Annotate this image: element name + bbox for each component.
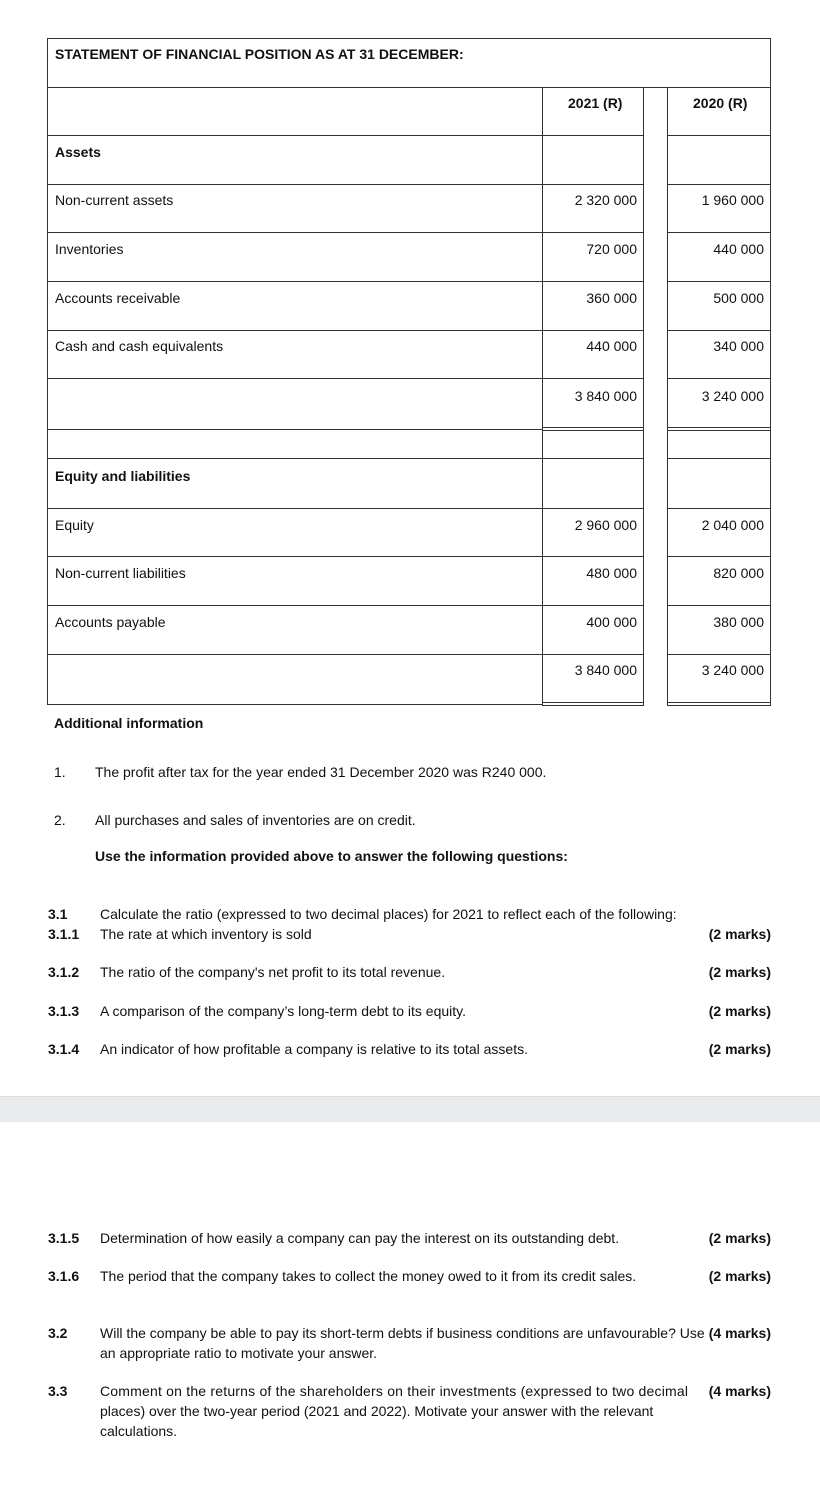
question-marks: (2 marks) xyxy=(708,964,771,980)
question-number: 3.1.1 xyxy=(48,926,80,942)
question-number: 3.1 xyxy=(48,906,68,922)
value-2020: 340 000 xyxy=(713,338,764,354)
question-number: 3.3 xyxy=(48,1383,68,1399)
list-item-number: 2. xyxy=(54,812,66,828)
total-2021: 3 840 000 xyxy=(574,662,637,678)
question-text-line1: Will the company be able to pay its short-term debts if business conditions are unfavourable? Use xyxy=(100,1325,705,1341)
total-2020: 3 240 000 xyxy=(701,388,764,404)
question-number: 3.2 xyxy=(48,1325,68,1341)
question-text: The rate at which inventory is sold xyxy=(100,926,312,942)
row-label: Equity xyxy=(55,517,94,533)
question-text-line1: Comment on the returns of the shareholders on their investments (expressed to two decimal xyxy=(100,1383,689,1399)
value-2020: 380 000 xyxy=(713,614,764,630)
equity-liabilities-heading: Equity and liabilities xyxy=(55,468,191,484)
value-2020: 2 040 000 xyxy=(701,517,764,533)
value-2021: 400 000 xyxy=(586,614,637,630)
question-marks: (2 marks) xyxy=(708,1041,771,1057)
value-2021: 2 960 000 xyxy=(574,517,637,533)
question-marks: (2 marks) xyxy=(708,1230,771,1246)
question-text-line3: calculations. xyxy=(100,1423,178,1439)
row-label: Accounts receivable xyxy=(55,290,181,306)
question-marks: (2 marks) xyxy=(708,926,771,942)
instruction-text: Use the information provided above to answer the following questions: xyxy=(95,848,568,864)
question-number: 3.1.4 xyxy=(48,1041,80,1057)
row-label: Cash and cash equivalents xyxy=(55,338,224,354)
value-2020: 820 000 xyxy=(713,565,764,581)
question-text-line2: places) over the two-year period (2021 and 2022). Motivate your answer with the relevant xyxy=(100,1403,654,1419)
total-2021: 3 840 000 xyxy=(574,388,637,404)
question-text: The ratio of the company's net profit to its total revenue. xyxy=(100,964,446,980)
assets-heading: Assets xyxy=(55,144,101,160)
page-two xyxy=(0,1122,820,1496)
question-marks: (4 marks) xyxy=(708,1383,771,1399)
question-text: The period that the company takes to collect the money owed to it from its credit sales. xyxy=(100,1268,637,1284)
page-separator xyxy=(0,1096,820,1123)
value-2020: 1 960 000 xyxy=(701,192,764,208)
question-number: 3.1.6 xyxy=(48,1268,80,1284)
total-2020: 3 240 000 xyxy=(701,662,764,678)
question-number: 3.1.3 xyxy=(48,1003,80,1019)
value-2021: 360 000 xyxy=(586,290,637,306)
row-label: Accounts payable xyxy=(55,614,166,630)
list-item-number: 1. xyxy=(54,764,66,780)
column-header-2020: 2020 (R) xyxy=(693,95,748,111)
question-text: An indicator of how profitable a company is relative to its total assets. xyxy=(100,1041,528,1057)
value-2021: 440 000 xyxy=(586,338,637,354)
list-item: The profit after tax for the year ended 31 December 2020 was R240 000. xyxy=(95,764,547,780)
value-2020: 440 000 xyxy=(713,241,764,257)
question-marks: (2 marks) xyxy=(708,1268,771,1284)
question-text-line2: an appropriate ratio to motivate your answer. xyxy=(100,1345,378,1361)
question-marks: (4 marks) xyxy=(708,1325,771,1341)
statement-title: STATEMENT OF FINANCIAL POSITION AS AT 31 DECEMBER: xyxy=(55,46,464,62)
question-number: 3.1.2 xyxy=(48,964,80,980)
question-text: Determination of how easily a company can pay the interest on its outstanding debt. xyxy=(100,1230,620,1246)
value-2021: 2 320 000 xyxy=(574,192,637,208)
row-label: Inventories xyxy=(55,241,124,257)
additional-info-heading: Additional information xyxy=(54,715,204,731)
value-2021: 480 000 xyxy=(586,565,637,581)
question-marks: (2 marks) xyxy=(708,1003,771,1019)
row-label: Non-current assets xyxy=(55,192,174,208)
question-text: Calculate the ratio (expressed to two decimal places) for 2021 to reflect each of the following: xyxy=(100,906,677,922)
value-2020: 500 000 xyxy=(713,290,764,306)
column-header-2021: 2021 (R) xyxy=(568,95,623,111)
value-2021: 720 000 xyxy=(586,241,637,257)
list-item: All purchases and sales of inventories are on credit. xyxy=(95,812,416,828)
question-text: A comparison of the company’s long-term debt to its equity. xyxy=(100,1003,467,1019)
question-number: 3.1.5 xyxy=(48,1230,80,1246)
row-label: Non-current liabilities xyxy=(55,565,186,581)
